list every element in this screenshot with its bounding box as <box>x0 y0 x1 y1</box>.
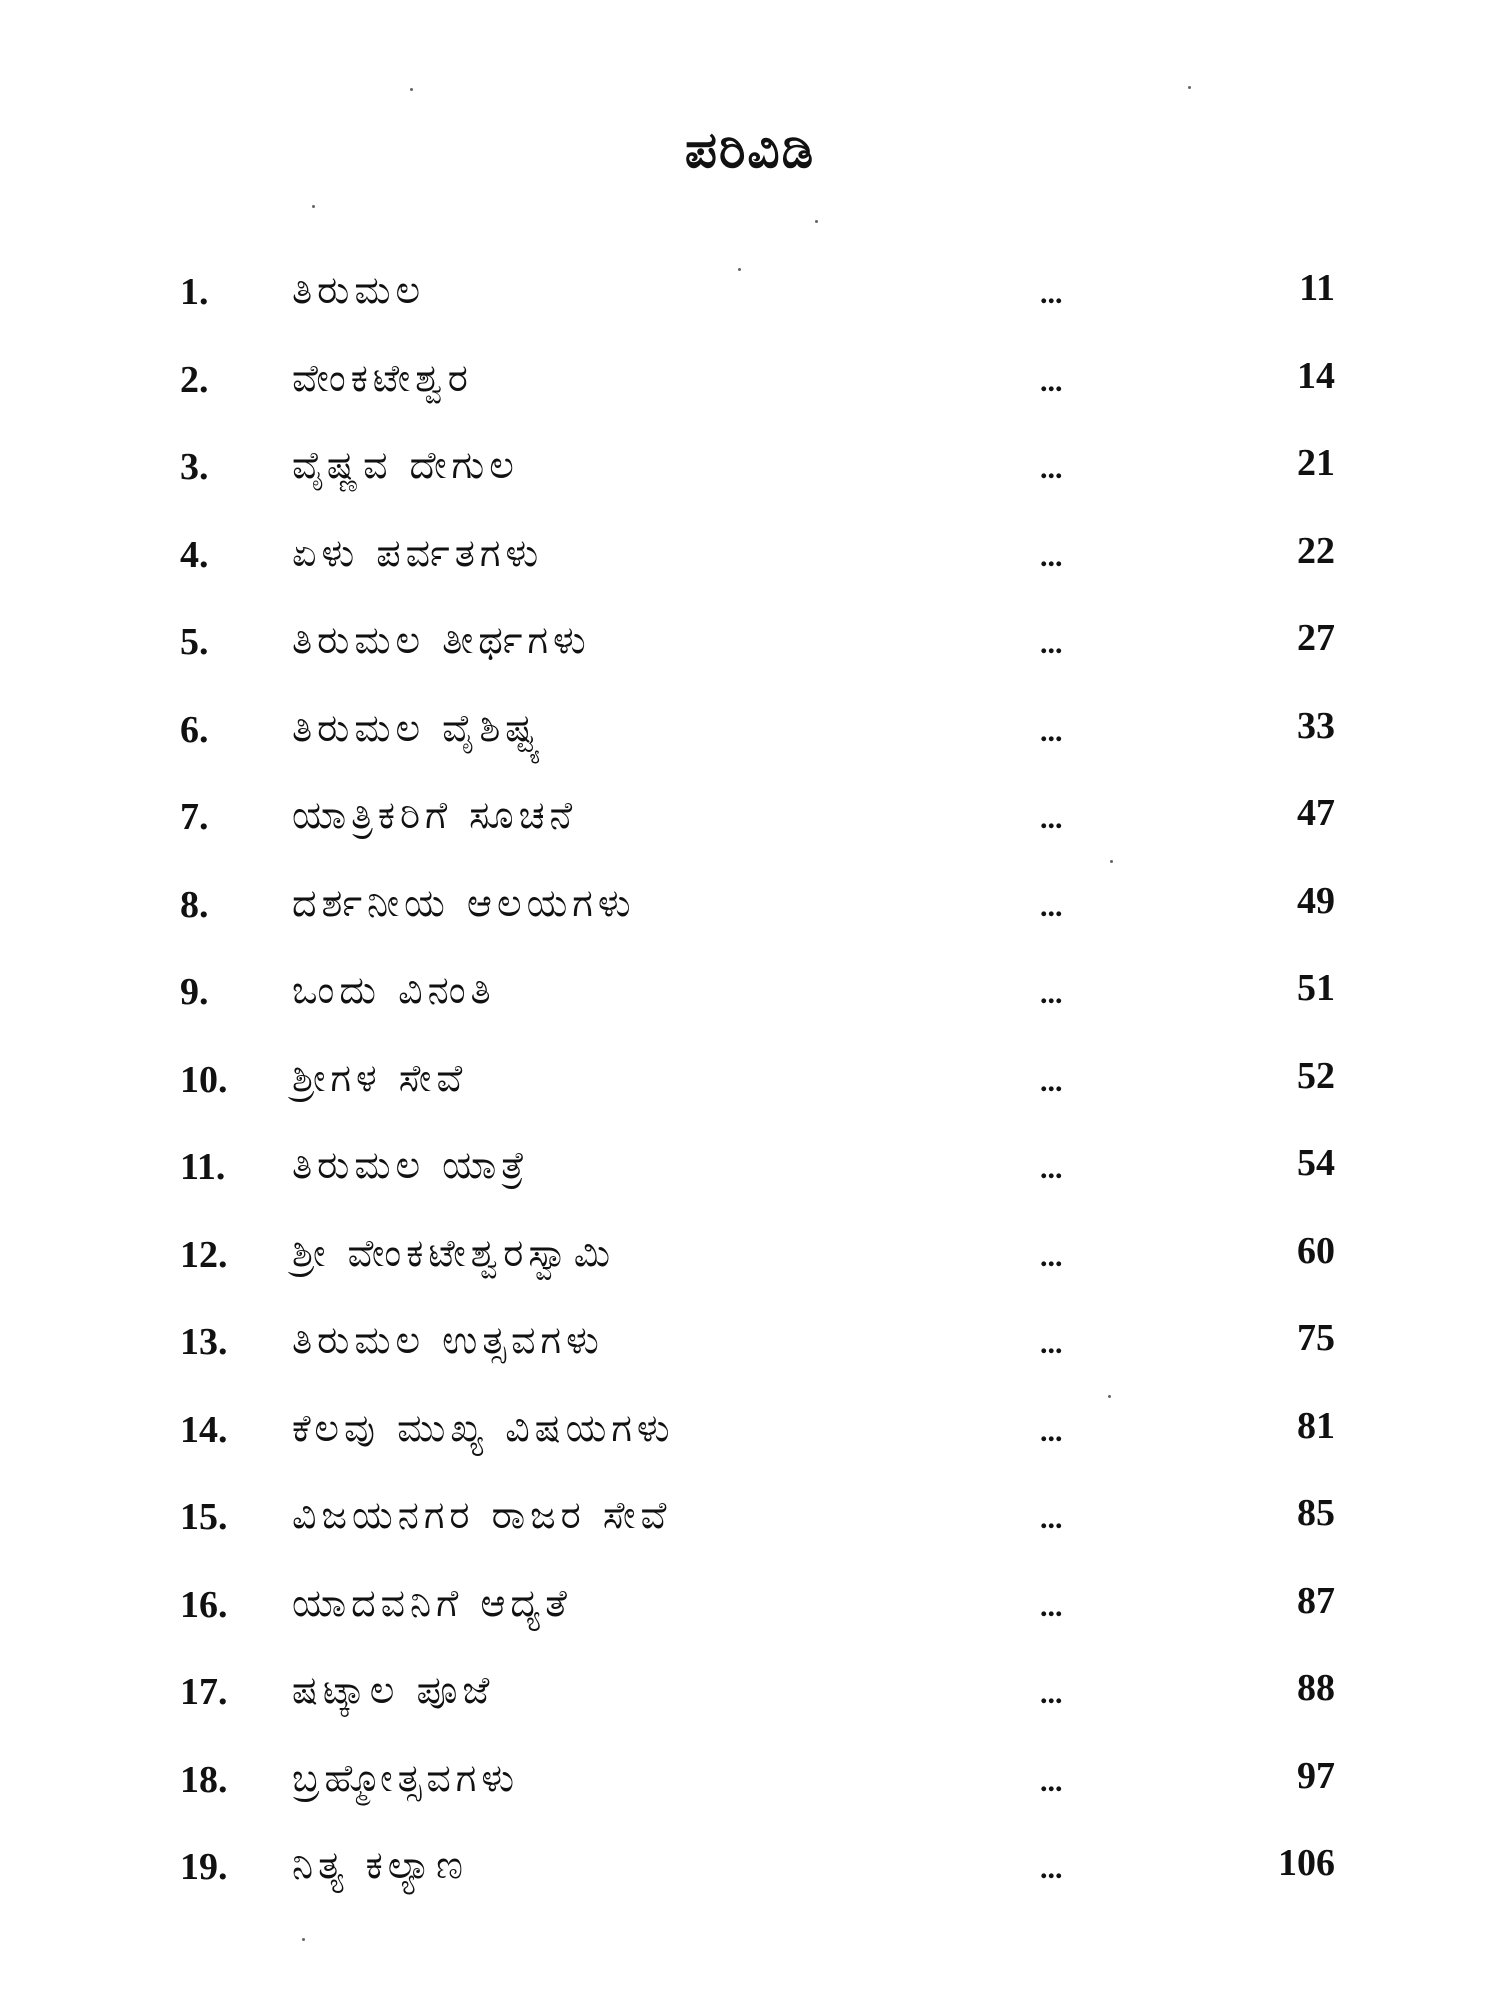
scan-speck <box>302 1938 305 1941</box>
toc-page-number: 51 <box>1297 967 1335 1009</box>
toc-leader-dots: ... <box>1040 977 1063 1010</box>
toc-row <box>0 1833 1500 1921</box>
toc-entry-title: ತಿರುಮಲ ಉತ್ಸವಗಳು <box>292 1318 604 1362</box>
toc-row <box>0 1571 1500 1659</box>
toc-page-number: 60 <box>1297 1229 1335 1272</box>
toc-row <box>0 1658 1500 1746</box>
toc-entry-title: ಒಂದು ವಿನಂತಿ <box>292 968 496 1012</box>
toc-page-number: 33 <box>1297 704 1335 747</box>
toc-row <box>0 1746 1500 1834</box>
toc-number: 8. <box>180 883 209 926</box>
toc-leader-dots: ... <box>1040 539 1063 573</box>
toc-page-number: 85 <box>1297 1492 1335 1534</box>
scan-speck <box>410 88 413 91</box>
toc-row <box>0 1046 1500 1134</box>
toc-page-number: 52 <box>1297 1054 1335 1097</box>
toc-leader-dots: ... <box>1040 277 1063 310</box>
toc-entry-title: ಕೆಲವು ಮುಖ್ಯ ವಿಷಯಗಳು <box>292 1405 675 1450</box>
toc-entry-title: ವೇಂಕಟೇಶ್ವರ <box>292 355 473 400</box>
toc-page-number: 47 <box>1297 792 1335 834</box>
toc-entry-title: ಏಳು ಪರ್ವತಗಳು <box>292 530 544 575</box>
toc-row <box>0 1396 1500 1484</box>
toc-leader-dots: ... <box>1040 1502 1063 1535</box>
toc-page-number: 87 <box>1297 1579 1335 1622</box>
toc-number: 6. <box>180 708 209 751</box>
toc-leader-dots: ... <box>1040 1414 1063 1448</box>
toc-number: 17. <box>180 1671 228 1713</box>
toc-entry-title: ತಿರುಮಲ ವೈಶಿಷ್ಟ್ಯ <box>292 705 546 750</box>
toc-entry-title: ಯಾತ್ರಿಕರಿಗೆ ಸೂಚನೆ <box>292 793 578 837</box>
toc-leader-dots: ... <box>1040 1064 1063 1098</box>
toc-page-number: 21 <box>1297 442 1335 484</box>
toc-row <box>0 958 1500 1046</box>
toc-entry-title: ತಿರುಮಲ <box>292 268 426 312</box>
table-of-contents <box>0 258 1500 1921</box>
toc-entry-title: ಷಟ್ಕಾಲ ಪೂಜೆ <box>292 1668 495 1712</box>
toc-entry-title: ತಿರುಮಲ ತೀರ್ಥಗಳು <box>292 618 591 662</box>
toc-number: 10. <box>180 1058 228 1101</box>
toc-page-number: 49 <box>1297 879 1335 922</box>
toc-page-number: 27 <box>1297 617 1335 659</box>
toc-leader-dots: ... <box>1040 1327 1063 1360</box>
toc-number: 16. <box>180 1583 228 1626</box>
toc-page-number: 75 <box>1297 1317 1335 1359</box>
scan-speck <box>1188 86 1191 89</box>
toc-entry-title: ವೈಷ್ಣವ ದೇಗುಲ <box>292 443 519 487</box>
scan-speck <box>312 205 315 208</box>
toc-leader-dots: ... <box>1040 1764 1063 1798</box>
toc-row <box>0 258 1500 346</box>
toc-row <box>0 783 1500 871</box>
toc-entry-title: ಬ್ರಹ್ಮೋತ್ಸವಗಳು <box>292 1755 520 1800</box>
toc-number: 14. <box>180 1408 228 1451</box>
toc-number: 4. <box>180 533 209 576</box>
toc-entry-title: ನಿತ್ಯ ಕಲ್ಯಾಣ <box>292 1843 468 1887</box>
toc-row <box>0 1483 1500 1571</box>
toc-row <box>0 346 1500 434</box>
toc-page-number: 11 <box>1299 267 1335 309</box>
toc-leader-dots: ... <box>1040 1152 1063 1185</box>
toc-row <box>0 871 1500 959</box>
toc-entry-title: ಯಾದವನಿಗೆ ಆದ್ಯತೆ <box>292 1580 572 1625</box>
toc-leader-dots: ... <box>1040 452 1063 485</box>
toc-number: 9. <box>180 971 209 1013</box>
scan-speck <box>1110 860 1113 863</box>
toc-row <box>0 1221 1500 1309</box>
toc-number: 19. <box>180 1846 228 1888</box>
toc-leader-dots: ... <box>1040 364 1063 398</box>
toc-page-number: 81 <box>1297 1404 1335 1447</box>
toc-leader-dots: ... <box>1040 627 1063 660</box>
toc-leader-dots: ... <box>1040 1677 1063 1710</box>
toc-row <box>0 433 1500 521</box>
toc-entry-title: ವಿಜಯನಗರ ರಾಜರ ಸೇವೆ <box>292 1493 672 1537</box>
toc-number: 1. <box>180 271 209 313</box>
toc-leader-dots: ... <box>1040 1852 1063 1885</box>
toc-number: 11. <box>180 1146 226 1188</box>
toc-row <box>0 521 1500 609</box>
toc-row <box>0 696 1500 784</box>
toc-page-number: 106 <box>1278 1842 1335 1884</box>
toc-leader-dots: ... <box>1040 1589 1063 1623</box>
toc-row <box>0 608 1500 696</box>
toc-number: 18. <box>180 1758 228 1801</box>
toc-number: 13. <box>180 1321 228 1363</box>
toc-page-number: 97 <box>1297 1754 1335 1797</box>
toc-entry-title: ಶ್ರೀಗಳ ಸೇವೆ <box>292 1055 468 1100</box>
toc-number: 12. <box>180 1233 228 1276</box>
toc-leader-dots: ... <box>1040 802 1063 835</box>
toc-number: 15. <box>180 1496 228 1538</box>
toc-page-number: 14 <box>1297 354 1335 397</box>
scan-speck <box>738 268 741 271</box>
toc-leader-dots: ... <box>1040 889 1063 923</box>
scan-speck <box>815 220 818 223</box>
toc-entry-title: ದರ್ಶನೀಯ ಆಲಯಗಳು <box>292 880 636 925</box>
toc-number: 2. <box>180 358 209 401</box>
page-title: ಪರಿವಿಡಿ <box>684 121 816 179</box>
toc-number: 3. <box>180 446 209 488</box>
toc-row <box>0 1133 1500 1221</box>
scan-speck <box>1108 1395 1111 1398</box>
toc-number: 5. <box>180 621 209 663</box>
toc-row <box>0 1308 1500 1396</box>
toc-leader-dots: ... <box>1040 714 1063 748</box>
toc-number: 7. <box>180 796 209 838</box>
toc-entry-title: ಶ್ರೀ ವೇಂಕಟೇಶ್ವರಸ್ವಾಮಿ <box>292 1230 616 1275</box>
toc-page-number: 54 <box>1297 1142 1335 1184</box>
toc-page-number: 88 <box>1297 1667 1335 1709</box>
toc-page-number: 22 <box>1297 529 1335 572</box>
toc-entry-title: ತಿರುಮಲ ಯಾತ್ರೆ <box>292 1143 530 1187</box>
toc-leader-dots: ... <box>1040 1239 1063 1273</box>
